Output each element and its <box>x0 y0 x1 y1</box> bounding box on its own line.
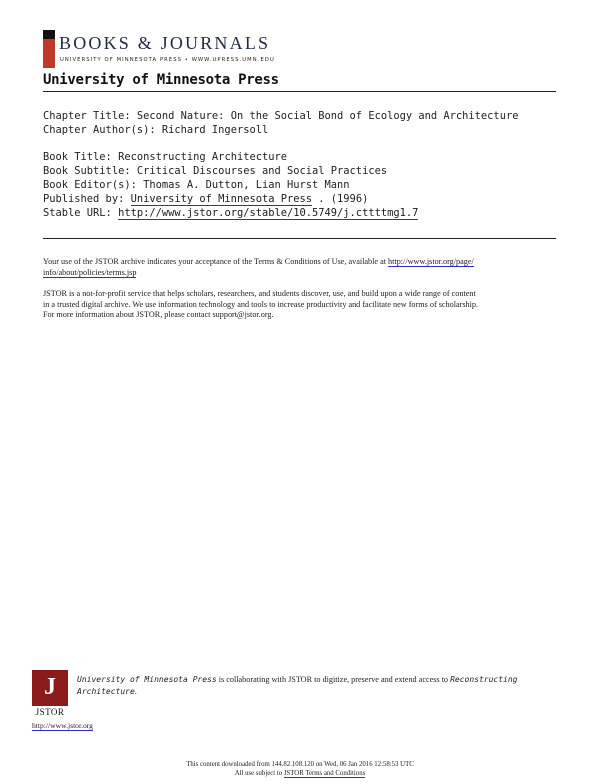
chapter-title-line <box>43 109 518 123</box>
book-title-label: Book Title: <box>43 151 112 163</box>
footer-prefix: All use subject to <box>234 770 284 777</box>
jstor-logo <box>32 670 68 718</box>
publisher-link[interactable]: University of Minnesota Press <box>130 193 313 205</box>
about-jstor-paragraph <box>43 289 556 321</box>
book-editors-line <box>43 178 350 192</box>
collab-text: is collaborating with JSTOR to digitize, preserve and extend access to <box>216 675 451 684</box>
chapter-author-label: Chapter Author(s): <box>43 124 156 136</box>
stable-url-label: Stable URL: <box>43 207 112 219</box>
collab-work-title-continued: Architecture <box>77 687 135 696</box>
book-title-line <box>43 150 287 164</box>
book-editors: Thomas A. Dutton, Lian Hurst Mann <box>143 179 350 191</box>
logo-title: BOOKS & JOURNALS <box>59 33 271 53</box>
collab-publisher: University of Minnesota Press <box>77 675 217 684</box>
book-editors-label: Book Editor(s): <box>43 179 137 191</box>
chapter-title-label: Chapter Title: <box>43 110 131 122</box>
jstor-seal-icon: J <box>32 670 68 706</box>
book-title: Reconstructing Architecture <box>118 151 287 163</box>
published-year: . (1996) <box>318 193 369 205</box>
header-divider <box>43 91 556 92</box>
terms-text: Your use of the JSTOR archive indicates your acceptance of the Terms & Conditions of Use, available at <box>43 257 386 266</box>
about-line-1: JSTOR is a not-for-profit service that helps scholars, researchers, and students discover, use, and build upon a wide range of content <box>43 289 476 298</box>
book-subtitle-label: Book Subtitle: <box>43 165 131 177</box>
collab-work-title: Reconstructing <box>450 675 518 684</box>
footer-terms-link[interactable]: JSTOR Terms and Conditions <box>283 770 366 777</box>
terms-paragraph <box>43 257 556 278</box>
book-subtitle-line <box>43 164 387 178</box>
jstor-logo-label: JSTOR <box>35 707 65 717</box>
terms-footer-line <box>0 769 600 778</box>
download-footer <box>0 760 600 778</box>
chapter-title: Second Nature: On the Social Bond of Ecology and Architecture <box>136 110 519 122</box>
jstor-url-line <box>32 721 93 730</box>
publisher-logo <box>43 30 293 68</box>
published-by-line <box>43 192 368 206</box>
publisher-heading: University of Minnesota Press <box>43 72 279 88</box>
published-by-label: Published by: <box>43 193 125 205</box>
about-line-3: For more information about JSTOR, please contact support@jstor.org. <box>43 310 274 319</box>
chapter-author-line <box>43 123 268 137</box>
logo-subtitle: UNIVERSITY OF MINNESOTA PRESS • WWW.UPRESS.UMN.EDU <box>60 57 275 63</box>
collaboration-statement <box>77 674 557 698</box>
terms-link[interactable]: http://www.jstor.org/page/ <box>388 257 474 266</box>
collab-end: . <box>134 687 137 696</box>
download-info: This content downloaded from 144.82.108.120 on Wed, 06 Jan 2016 12:58:53 UTC <box>186 761 414 768</box>
about-line-2: in a trusted digital archive. We use information technology and tools to increase productivity and facilitate new forms of scholarship. <box>43 299 479 309</box>
stable-url-line <box>43 206 418 220</box>
chapter-author: Richard Ingersoll <box>161 124 269 136</box>
jstor-home-link[interactable]: http://www.jstor.org <box>32 721 93 730</box>
stable-url-link[interactable]: http://www.jstor.org/stable/10.5749/j.cttttmg1.7 <box>118 207 419 219</box>
metadata-divider <box>43 238 556 239</box>
book-subtitle: Critical Discourses and Social Practices <box>136 165 388 177</box>
university-logo-icon <box>43 30 55 68</box>
terms-link-continued[interactable]: info/about/policies/terms.jsp <box>43 267 137 277</box>
